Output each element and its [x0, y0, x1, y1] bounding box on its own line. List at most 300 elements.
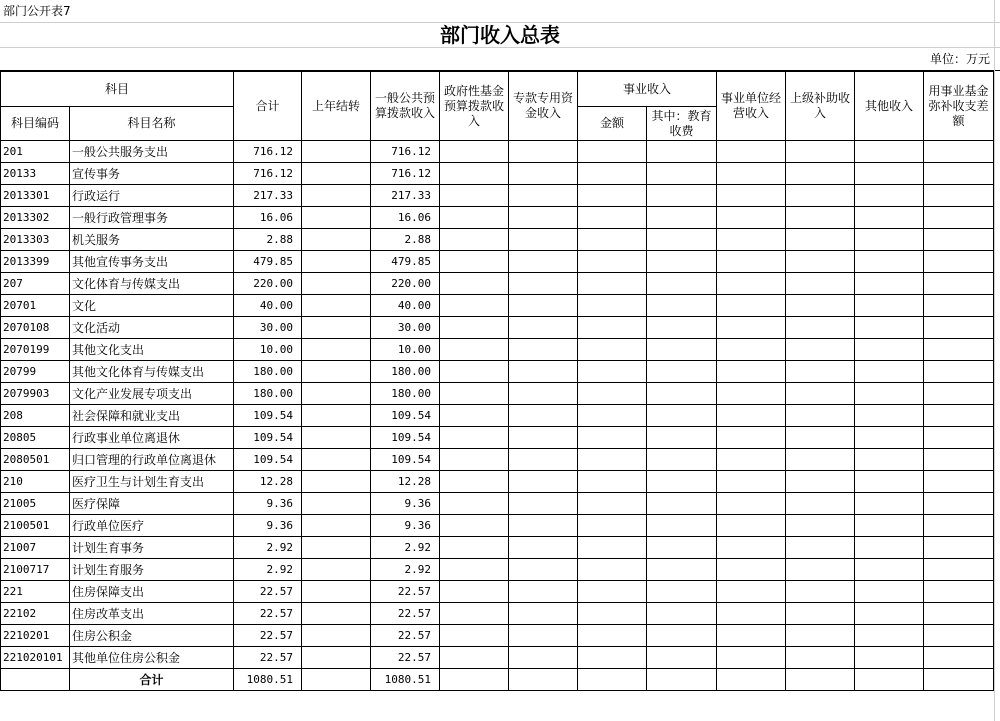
cell-empty: [855, 427, 924, 449]
cell-empty: [509, 405, 578, 427]
cell-empty: [509, 669, 578, 691]
cell-empty: [578, 229, 647, 251]
cell-empty: [647, 647, 717, 669]
income-table: [0, 71, 994, 691]
cell-empty: [578, 185, 647, 207]
cell-name: 宣传事务: [70, 163, 234, 185]
cell-empty: [578, 339, 647, 361]
cell-name: 机关服务: [70, 229, 234, 251]
cell-carryover: [302, 317, 371, 339]
cell-empty: [578, 207, 647, 229]
cell-empty: [647, 559, 717, 581]
cell-code: 208: [1, 405, 70, 427]
cell-total: 180.00: [234, 361, 302, 383]
cell-empty: [647, 339, 717, 361]
cell-empty: [578, 471, 647, 493]
cell-carryover: [302, 273, 371, 295]
cell-empty: [578, 559, 647, 581]
cell-empty: [924, 141, 994, 163]
cell-code: 20805: [1, 427, 70, 449]
cell-empty: [786, 251, 855, 273]
cell-name: 其他宣传事务支出: [70, 251, 234, 273]
cell-empty: [786, 141, 855, 163]
cell-empty: [924, 163, 994, 185]
table-row: [1, 185, 994, 207]
cell-empty: [578, 581, 647, 603]
cell-empty: [786, 581, 855, 603]
cell-empty: [440, 625, 509, 647]
cell-empty: [647, 207, 717, 229]
cell-empty: [440, 185, 509, 207]
table-row: [1, 405, 994, 427]
cell-empty: [647, 581, 717, 603]
cell-empty: [647, 163, 717, 185]
cell-empty: [924, 229, 994, 251]
cell-empty: [786, 647, 855, 669]
cell-empty: [855, 251, 924, 273]
cell-empty: [440, 207, 509, 229]
cell-code: 2100501: [1, 515, 70, 537]
header-carryover: 上年结转: [302, 72, 371, 141]
cell-name: 文化活动: [70, 317, 234, 339]
cell-empty: [509, 273, 578, 295]
cell-empty: [440, 383, 509, 405]
cell-empty: [578, 383, 647, 405]
cell-empty: [509, 251, 578, 273]
cell-empty: [578, 427, 647, 449]
cell-code: 221: [1, 581, 70, 603]
cell-total: 109.54: [234, 427, 302, 449]
cell-empty: [786, 295, 855, 317]
cell-empty: [440, 647, 509, 669]
table-row: [1, 251, 994, 273]
cell-empty: [509, 449, 578, 471]
table-row: [1, 163, 994, 185]
cell-empty: [855, 405, 924, 427]
cell-empty: [578, 405, 647, 427]
cell-empty: [509, 559, 578, 581]
cell-code: 20799: [1, 361, 70, 383]
cell-empty: [786, 603, 855, 625]
cell-empty: [509, 317, 578, 339]
cell-empty: [786, 361, 855, 383]
cell-empty: [509, 163, 578, 185]
cell-empty: [509, 581, 578, 603]
cell-empty: [647, 515, 717, 537]
cell-total: 16.06: [234, 207, 302, 229]
cell-empty: [786, 273, 855, 295]
cell-empty: [509, 427, 578, 449]
cell-empty: [578, 317, 647, 339]
cell-empty: [440, 581, 509, 603]
cell-empty: [578, 625, 647, 647]
cell-carryover: [302, 405, 371, 427]
cell-name: 其他文化支出: [70, 339, 234, 361]
table-row: [1, 559, 994, 581]
cell-empty: [924, 625, 994, 647]
cell-empty: [440, 317, 509, 339]
cell-code: 21007: [1, 537, 70, 559]
cell-name: 医疗保障: [70, 493, 234, 515]
cell-empty: [647, 317, 717, 339]
cell-empty: [924, 603, 994, 625]
table-row: [1, 207, 994, 229]
cell-empty: [440, 251, 509, 273]
cell-empty: [786, 471, 855, 493]
cell-empty: [440, 229, 509, 251]
table-row: [1, 603, 994, 625]
cell-empty: [578, 251, 647, 273]
table-row: [1, 647, 994, 669]
cell-empty: [647, 625, 717, 647]
cell-general-budget: 16.06: [371, 207, 440, 229]
cell-empty: [924, 207, 994, 229]
table-row: [1, 141, 994, 163]
cell-empty: [855, 185, 924, 207]
cell-general-budget: 22.57: [371, 581, 440, 603]
cell-carryover: [302, 251, 371, 273]
cell-empty: [440, 295, 509, 317]
header-fund-balance: 用事业基金弥补收支差额: [924, 72, 994, 141]
cell-name: 一般公共服务支出: [70, 141, 234, 163]
cell-name: 医疗卫生与计划生育支出: [70, 471, 234, 493]
header-name: 科目名称: [70, 107, 234, 141]
cell-name: 住房公积金: [70, 625, 234, 647]
cell-empty: [578, 603, 647, 625]
cell-empty: [440, 361, 509, 383]
cell-total: 220.00: [234, 273, 302, 295]
cell-empty: [509, 471, 578, 493]
cell-empty: [509, 229, 578, 251]
cell-empty: [717, 647, 786, 669]
cell-empty: [578, 163, 647, 185]
cell-code: 2100717: [1, 559, 70, 581]
cell-empty: [717, 273, 786, 295]
cell-carryover: [302, 603, 371, 625]
cell-empty: [647, 471, 717, 493]
cell-carryover: [302, 449, 371, 471]
cell-empty: [647, 405, 717, 427]
cell-empty: [578, 647, 647, 669]
cell-empty: [440, 471, 509, 493]
cell-empty: [578, 449, 647, 471]
cell-carryover: [302, 559, 371, 581]
cell-name: 归口管理的行政单位离退休: [70, 449, 234, 471]
cell-code: 2079903: [1, 383, 70, 405]
cell-empty: [717, 361, 786, 383]
cell-name: 文化: [70, 295, 234, 317]
cell-code: 2080501: [1, 449, 70, 471]
cell-name: 计划生育事务: [70, 537, 234, 559]
cell-code: 210: [1, 471, 70, 493]
cell-empty: [647, 449, 717, 471]
unit-label: 单位：万元: [929, 52, 990, 66]
cell-code: 21005: [1, 493, 70, 515]
cell-name: 计划生育服务: [70, 559, 234, 581]
cell-general-budget: 109.54: [371, 449, 440, 471]
cell-empty: [924, 295, 994, 317]
cell-empty: [786, 537, 855, 559]
cell-empty: [717, 295, 786, 317]
cell-empty: [509, 141, 578, 163]
header-total: 合计: [234, 72, 302, 141]
cell-total: 30.00: [234, 317, 302, 339]
cell-empty: [924, 317, 994, 339]
cell-empty: [786, 339, 855, 361]
cell-total: 2.92: [234, 559, 302, 581]
cell-total: 40.00: [234, 295, 302, 317]
cell-empty: [440, 537, 509, 559]
table-row: [1, 295, 994, 317]
cell-total: 479.85: [234, 251, 302, 273]
cell-empty: [855, 295, 924, 317]
cell-empty: [717, 185, 786, 207]
cell-empty: [924, 383, 994, 405]
cell-total: 22.57: [234, 625, 302, 647]
cell-empty: [509, 625, 578, 647]
cell-empty: [855, 625, 924, 647]
cell-empty: [717, 251, 786, 273]
cell-empty: [509, 295, 578, 317]
cell-name: 社会保障和就业支出: [70, 405, 234, 427]
cell-empty: [717, 559, 786, 581]
cell-total: 180.00: [234, 383, 302, 405]
table-row: [1, 581, 994, 603]
cell-carryover: [302, 471, 371, 493]
table-row: [1, 427, 994, 449]
cell-name: 住房保障支出: [70, 581, 234, 603]
table-header: [1, 72, 994, 141]
cell-empty: [855, 273, 924, 295]
cell-general-budget: 109.54: [371, 405, 440, 427]
cell-name: 住房改革支出: [70, 603, 234, 625]
cell-general-budget: 217.33: [371, 185, 440, 207]
cell-code: 2210201: [1, 625, 70, 647]
cell-empty: [924, 493, 994, 515]
cell-empty: [717, 229, 786, 251]
cell-empty: [786, 405, 855, 427]
cell-code: 207: [1, 273, 70, 295]
cell-empty: [717, 581, 786, 603]
cell-empty: [855, 317, 924, 339]
cell-empty: [647, 295, 717, 317]
header-general-budget: 一般公共预算拨款收入: [371, 72, 440, 141]
right-grid-edge: [994, 0, 995, 721]
cell-empty: [440, 669, 509, 691]
cell-empty: [578, 295, 647, 317]
cell-general-budget: 479.85: [371, 251, 440, 273]
cell-empty: [855, 471, 924, 493]
cell-empty: [924, 515, 994, 537]
cell-empty: [855, 229, 924, 251]
cell-empty: [717, 537, 786, 559]
cell-empty: [647, 229, 717, 251]
cell-empty: [578, 273, 647, 295]
cell-general-budget: 109.54: [371, 427, 440, 449]
header-amount: 金额: [578, 107, 647, 141]
cell-empty: [509, 537, 578, 559]
header-special-fund: 专款专用资金收入: [509, 72, 578, 141]
cell-total: 12.28: [234, 471, 302, 493]
cell-empty: [786, 625, 855, 647]
cell-empty: [855, 669, 924, 691]
cell-empty: [924, 185, 994, 207]
cell-code: 20701: [1, 295, 70, 317]
cell-empty: [786, 317, 855, 339]
cell-total: 716.12: [234, 141, 302, 163]
cell-empty: [717, 471, 786, 493]
cell-empty: [647, 361, 717, 383]
cell-general-budget: 2.88: [371, 229, 440, 251]
cell-carryover: [302, 647, 371, 669]
cell-empty: [717, 515, 786, 537]
cell-empty: [440, 449, 509, 471]
cell-carryover: [302, 295, 371, 317]
cell-empty: [717, 603, 786, 625]
cell-empty: [509, 493, 578, 515]
cell-empty: [717, 669, 786, 691]
table-row: [1, 273, 994, 295]
cell-empty: [855, 603, 924, 625]
cell-empty: [647, 185, 717, 207]
cell-code: 20133: [1, 163, 70, 185]
sheet-tag: 部门公开表7: [0, 0, 1000, 23]
cell-empty: [924, 361, 994, 383]
cell-carryover: [302, 163, 371, 185]
header-superior-subsidy: 上级补助收入: [786, 72, 855, 141]
cell-empty: [440, 405, 509, 427]
cell-carryover: [302, 229, 371, 251]
cell-code: 22102: [1, 603, 70, 625]
cell-empty: [647, 141, 717, 163]
cell-empty: [786, 449, 855, 471]
cell-empty: [509, 603, 578, 625]
cell-empty: [924, 581, 994, 603]
cell-carryover: [302, 493, 371, 515]
cell-empty: [440, 141, 509, 163]
cell-empty: [717, 405, 786, 427]
cell-empty: [855, 537, 924, 559]
cell-empty: [440, 603, 509, 625]
cell-empty: [924, 471, 994, 493]
cell-empty: [924, 537, 994, 559]
cell-empty: [786, 229, 855, 251]
cell-empty: [855, 493, 924, 515]
cell-carryover: [302, 185, 371, 207]
cell-empty: [786, 515, 855, 537]
cell-empty: [578, 493, 647, 515]
total-total: 1080.51: [234, 669, 302, 691]
cell-empty: [924, 647, 994, 669]
cell-name: 一般行政管理事务: [70, 207, 234, 229]
cell-empty: [509, 339, 578, 361]
cell-total: 2.88: [234, 229, 302, 251]
table-row: [1, 537, 994, 559]
cell-empty: [786, 669, 855, 691]
cell-carryover: [302, 625, 371, 647]
cell-empty: [717, 339, 786, 361]
cell-total: 9.36: [234, 515, 302, 537]
cell-empty: [855, 559, 924, 581]
cell-empty: [578, 669, 647, 691]
cell-empty: [302, 669, 371, 691]
header-edu-fee: 其中：教育收费: [647, 107, 717, 141]
cell-empty: [647, 537, 717, 559]
cell-name: 行政运行: [70, 185, 234, 207]
cell-empty: [1, 669, 70, 691]
table-row: [1, 229, 994, 251]
cell-empty: [440, 427, 509, 449]
cell-general-budget: 30.00: [371, 317, 440, 339]
cell-empty: [855, 383, 924, 405]
cell-name: 行政事业单位离退休: [70, 427, 234, 449]
cell-carryover: [302, 339, 371, 361]
cell-carryover: [302, 515, 371, 537]
cell-empty: [717, 449, 786, 471]
cell-empty: [440, 339, 509, 361]
cell-empty: [855, 141, 924, 163]
total-general-budget: 1080.51: [371, 669, 440, 691]
cell-empty: [924, 405, 994, 427]
header-business-operation: 事业单位经营收入: [717, 72, 786, 141]
cell-empty: [647, 251, 717, 273]
cell-empty: [855, 361, 924, 383]
cell-empty: [509, 383, 578, 405]
cell-total: 2.92: [234, 537, 302, 559]
table-row: [1, 493, 994, 515]
cell-empty: [924, 273, 994, 295]
cell-empty: [924, 427, 994, 449]
cell-empty: [717, 383, 786, 405]
cell-empty: [647, 427, 717, 449]
cell-empty: [509, 361, 578, 383]
cell-name: 行政单位医疗: [70, 515, 234, 537]
cell-total: 9.36: [234, 493, 302, 515]
cell-empty: [786, 427, 855, 449]
cell-empty: [786, 185, 855, 207]
cell-empty: [717, 427, 786, 449]
cell-carryover: [302, 581, 371, 603]
cell-empty: [855, 163, 924, 185]
cell-empty: [924, 339, 994, 361]
cell-code: 2070108: [1, 317, 70, 339]
cell-empty: [440, 493, 509, 515]
cell-empty: [924, 449, 994, 471]
cell-carryover: [302, 537, 371, 559]
cell-total: 109.54: [234, 405, 302, 427]
header-subject: 科目: [1, 72, 234, 107]
cell-carryover: [302, 361, 371, 383]
cell-code: 2013303: [1, 229, 70, 251]
cell-empty: [647, 493, 717, 515]
cell-empty: [578, 141, 647, 163]
cell-code: 2013302: [1, 207, 70, 229]
cell-general-budget: 2.92: [371, 537, 440, 559]
cell-general-budget: 9.36: [371, 493, 440, 515]
cell-empty: [786, 163, 855, 185]
cell-empty: [440, 163, 509, 185]
cell-total: 109.54: [234, 449, 302, 471]
cell-empty: [924, 251, 994, 273]
table-row: [1, 449, 994, 471]
cell-code: 221020101: [1, 647, 70, 669]
cell-empty: [578, 515, 647, 537]
cell-general-budget: 22.57: [371, 625, 440, 647]
cell-empty: [578, 537, 647, 559]
total-label: 合计: [70, 669, 234, 691]
cell-general-budget: 716.12: [371, 141, 440, 163]
cell-empty: [509, 515, 578, 537]
